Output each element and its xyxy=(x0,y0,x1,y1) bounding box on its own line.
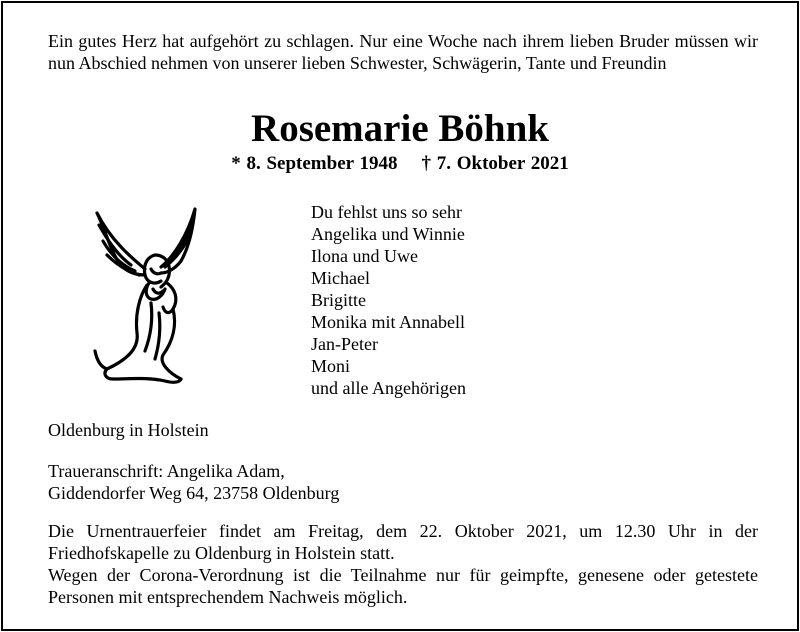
address-line-2: Giddendorfer Weg 64, 23758 Oldenburg xyxy=(48,483,340,503)
address-line-1: Traueranschrift: Angelika Adam, xyxy=(48,461,285,481)
birth-date: * 8. September 1948 xyxy=(231,153,398,174)
mourner-line: Brigitte xyxy=(311,290,366,310)
angel-icon xyxy=(89,203,201,389)
ceremony-text: Die Urnentrauerfeier findet am Freitag, dem 22. Oktober 2021, um 12.30 Uhr in der Friedhofskapelle zu Oldenburg in Holstein statt. xyxy=(48,521,758,563)
mourner-line: und alle Angehörigen xyxy=(311,378,466,398)
corona-text: Wegen der Corona-Verordnung ist die Teilnahme nur für geimpfte, genesene oder getestete Personen mit entsprechendem Nachweis möglich. xyxy=(48,565,758,607)
mourner-line: Jan-Peter xyxy=(311,334,378,354)
death-date: † 7. Oktober 2021 xyxy=(421,153,569,174)
mourners-list xyxy=(311,201,466,399)
mourning-address xyxy=(48,460,339,504)
place-text: Oldenburg in Holstein xyxy=(48,420,209,440)
mourner-line: Angelika und Winnie xyxy=(311,224,465,244)
mourner-line: Monika mit Annabell xyxy=(311,312,465,332)
mourner-line: Michael xyxy=(311,268,370,288)
mourner-line: Du fehlst uns so sehr xyxy=(311,202,462,222)
deceased-name: Rosemarie Böhnk xyxy=(251,107,549,150)
intro-text: Ein gutes Herz hat aufgehört zu schlagen. Nur eine Woche nach ihrem lieben Bruder müssen wir nun Abschied nehmen von unserer lieben Schwester, Schwägerin, Tante und Freundin xyxy=(48,31,758,73)
mourner-line: Moni xyxy=(311,356,351,376)
mourner-line: Ilona und Uwe xyxy=(311,246,418,266)
life-dates xyxy=(3,152,797,176)
obituary-notice xyxy=(1,1,799,631)
ceremony-notice xyxy=(48,520,758,608)
